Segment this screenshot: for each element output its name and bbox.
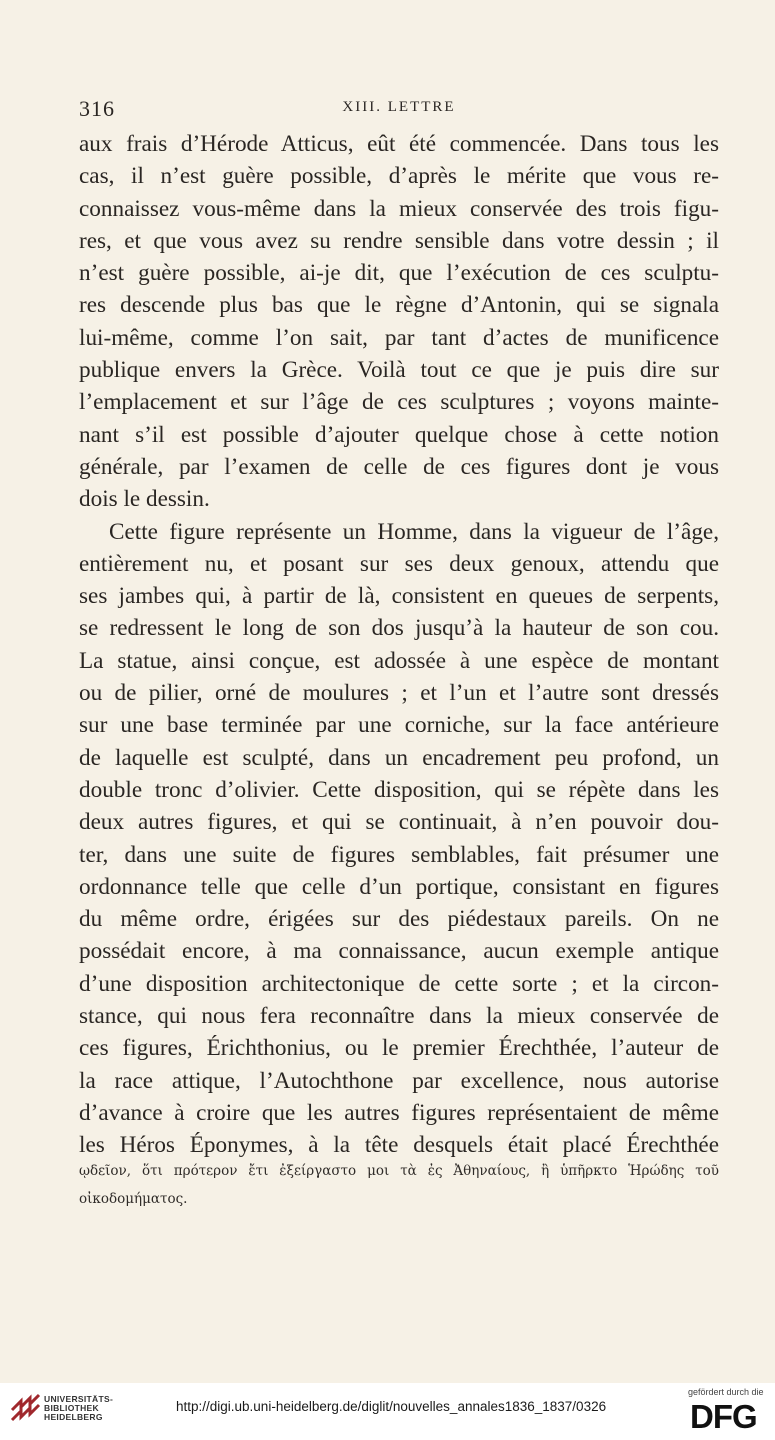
text-line: entièrement nu, et posant sur ses deux genoux, attendu que xyxy=(79,550,719,577)
library-name-line: HEIDELBERG xyxy=(44,1412,103,1422)
running-title: XIII. LETTRE xyxy=(342,99,456,115)
footnote-line: οἰκοδομήματος. xyxy=(79,1191,188,1207)
text-line: publique envers la Grèce. Voilà tout ce que je puis dire sur xyxy=(79,357,719,384)
text-line: ces figures, Érichthonius, ou le premier Érechthée, l’auteur de xyxy=(79,1035,719,1062)
text-line: l’emplacement et sur l’âge de ces sculptures ; voyons mainte- xyxy=(79,389,719,416)
text-line: res, et que vous avez su rendre sensible dans votre dessin ; il xyxy=(79,227,719,254)
funding-label: gefördert durch die xyxy=(688,1387,764,1397)
text-line: possédait encore, à ma connaissance, aucun exemple antique xyxy=(79,938,719,965)
text-line: ou de pilier, orné de moulures ; et l’un et l’autre sont dressés xyxy=(79,680,719,707)
text-line: ses jambes qui, à partir de là, consistent en queues de serpents, xyxy=(79,583,719,610)
text-line: d’une disposition architectonique de cette sorte ; et la circon- xyxy=(79,970,719,997)
greek-footnote xyxy=(79,1157,719,1213)
library-name-line: UNIVERSITÄTS- xyxy=(44,1394,114,1404)
main-text xyxy=(79,128,719,1162)
permalink-url[interactable]: http://digi.ub.uni-heidelberg.de/diglit/nouvelles_annales1836_1837/0326 xyxy=(176,1399,607,1414)
library-name-line: BIBLIOTHEK xyxy=(44,1403,99,1413)
footnote-line: ῳδεῖον, ὅτι πρότερον ἔτι ἐξείργαστο μοι τὰ ἐς Ἀθηναίους, ἢ ὑπῆρκτο Ἡρώδης τοῦ xyxy=(79,1163,719,1179)
page-header xyxy=(79,96,719,124)
text-line: sur une base terminée par une corniche, sur la face antérieure xyxy=(79,712,719,739)
text-line: ordonnance telle que celle d’un portique, consistant en figures xyxy=(79,873,719,900)
text-line: Cette figure représente un Homme, dans la vigueur de l’âge, xyxy=(109,518,719,545)
text-line: double tronc d’olivier. Cette disposition, qui se répète dans les xyxy=(79,776,719,803)
text-line: la race attique, l’Autochthone par excellence, nous autorise xyxy=(79,1067,719,1094)
text-line: stance, qui nous fera reconnaître dans la mieux conservée de xyxy=(79,1003,719,1030)
text-line: du même ordre, érigées sur des piédestaux pareils. On ne xyxy=(79,906,719,933)
text-line: lui-même, comme l’on sait, par tant d’actes de munificence xyxy=(79,324,719,351)
text-line: cas, il n’est guère possible, d’après le mérite que vous re- xyxy=(79,163,719,190)
university-library-logo-icon[interactable] xyxy=(8,1390,44,1426)
text-line: res descende plus bas que le règne d’Antonin, qui se signala xyxy=(79,292,719,319)
text-line: nant s’il est possible d’ajouter quelque chose à cette notion xyxy=(79,421,719,448)
text-line: deux autres figures, et qui se continuait, à n’en pouvoir dou- xyxy=(79,809,719,836)
page-number: 316 xyxy=(79,96,115,121)
text-line: La statue, ainsi conçue, est adossée à une espèce de montant xyxy=(79,647,719,674)
text-line: se redressent le long de son dos jusqu’à la hauteur de son cou. xyxy=(79,615,719,642)
text-line: ter, dans une suite de figures semblables, fait présumer une xyxy=(79,841,719,868)
text-line: d’avance à croire que les autres figures représentaient de même xyxy=(79,1099,719,1126)
dfg-logo[interactable]: DFG xyxy=(690,1398,757,1435)
text-line: connaissez vous-même dans la mieux conservée des trois figu- xyxy=(79,195,719,222)
text-line: aux frais d’Hérode Atticus, eût été commencée. Dans tous les xyxy=(79,131,719,157)
viewer-footer xyxy=(0,1383,775,1440)
text-line: générale, par l’examen de celle de ces figures dont je vous xyxy=(79,453,719,480)
text-line: les Héros Éponymes, à la tête desquels était placé Érechthée xyxy=(79,1132,719,1159)
text-line: de laquelle est sculpté, dans un encadrement peu profond, un xyxy=(79,744,719,771)
text-line: n’est guère possible, ai-je dit, que l’exécution de ces sculptu- xyxy=(79,260,719,287)
text-line: dois le dessin. xyxy=(79,486,210,513)
library-name xyxy=(44,1395,113,1422)
